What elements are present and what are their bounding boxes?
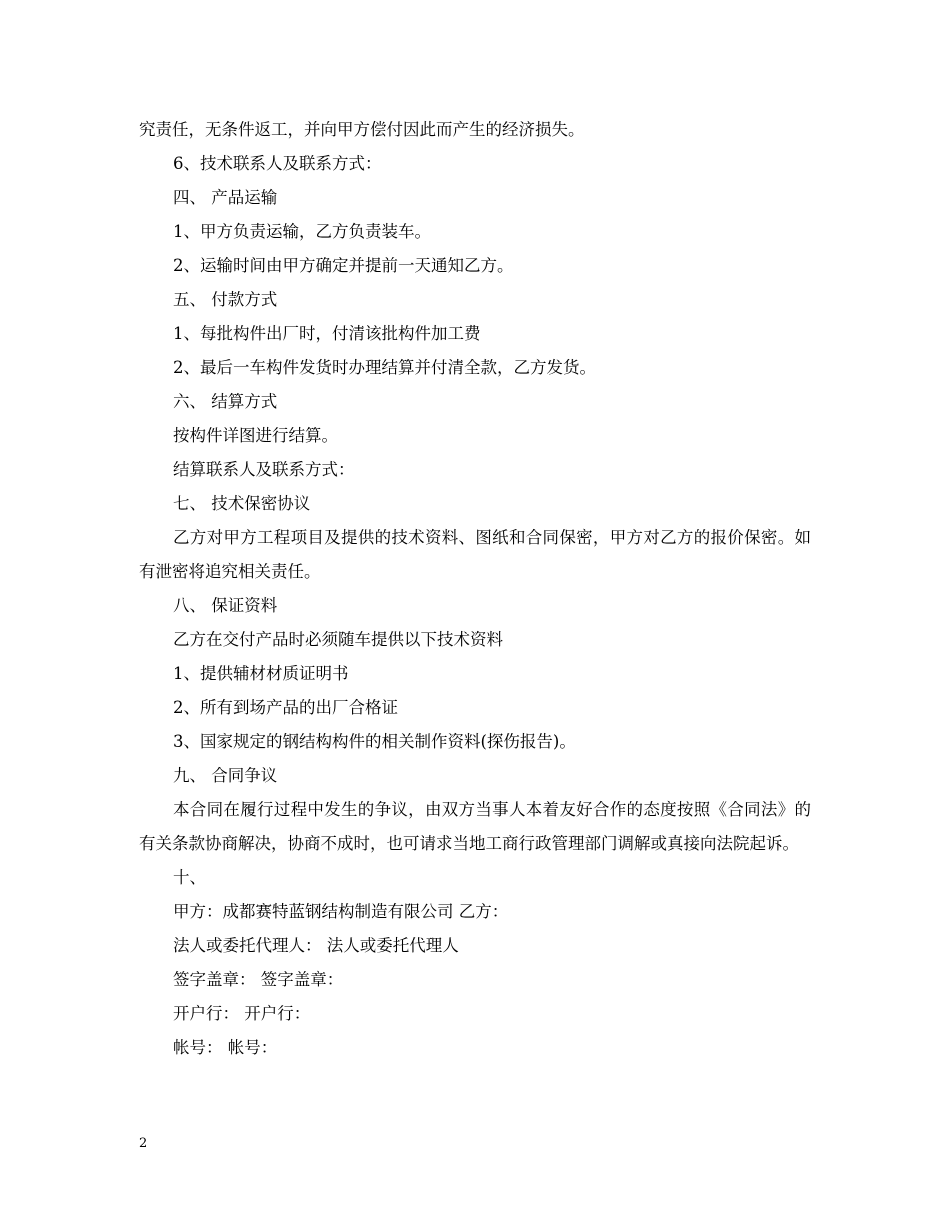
text-line: 究责任，无条件返工，并向甲方偿付因此而产生的经济损失。 xyxy=(139,120,585,139)
signature-representative: 法人或委托代理人： 法人或委托代理人 xyxy=(173,936,459,955)
section-heading-guarantee-docs: 八、 保证资料 xyxy=(173,596,278,615)
document-body xyxy=(139,113,811,1065)
section-heading-transport: 四、 产品运输 xyxy=(173,188,278,207)
signature-seal: 签字盖章： 签字盖章： xyxy=(173,970,344,989)
signature-bank: 开户行： 开户行： xyxy=(173,1004,311,1023)
signature-parties: 甲方：成都赛特蓝钢结构制造有限公司 乙方： xyxy=(173,902,509,921)
text-line: 1、提供辅材材质证明书 xyxy=(173,664,349,683)
paragraph-dispute: 本合同在履行过程中发生的争议，由双方当事人本着友好合作的态度按照《合同法》的有关条款协商解决，协商不成时，也可请求当地工商行政管理部门调解或真接向法院起诉。 xyxy=(139,800,811,853)
text-line: 2、运输时间由甲方确定并提前一天通知乙方。 xyxy=(173,256,514,275)
text-line: 3、国家规定的钢结构构件的相关制作资料(探伤报告)。 xyxy=(173,732,576,751)
text-line: 2、所有到场产品的出厂合格证 xyxy=(173,698,398,717)
paragraph-confidentiality: 乙方对甲方工程项目及提供的技术资料、图纸和合同保密，甲方对乙方的报价保密。如有泄密将追究相关责任。 xyxy=(139,528,811,581)
text-line: 6、技术联系人及联系方式： xyxy=(173,154,382,173)
text-line: 乙方在交付产品时必须随车提供以下技术资料 xyxy=(173,630,503,649)
text-line: 结算联系人及联系方式： xyxy=(173,460,355,479)
text-line: 1、甲方负责运输，乙方负责装车。 xyxy=(173,222,431,241)
signature-account: 帐号： 帐号： xyxy=(173,1038,278,1057)
section-heading-ten: 十、 xyxy=(173,868,206,887)
page-number: 2 xyxy=(139,1136,148,1151)
text-line: 2、最后一车构件发货时办理结算并付清全款，乙方发货。 xyxy=(173,358,596,377)
section-heading-payment: 五、 付款方式 xyxy=(173,290,278,309)
section-heading-confidentiality: 七、 技术保密协议 xyxy=(173,494,311,513)
section-heading-dispute: 九、 合同争议 xyxy=(173,766,278,785)
text-line: 1、每批构件出厂时，付清该批构件加工费 xyxy=(173,324,481,343)
text-line: 按构件详图进行结算。 xyxy=(173,426,338,445)
section-heading-settlement: 六、 结算方式 xyxy=(173,392,278,411)
